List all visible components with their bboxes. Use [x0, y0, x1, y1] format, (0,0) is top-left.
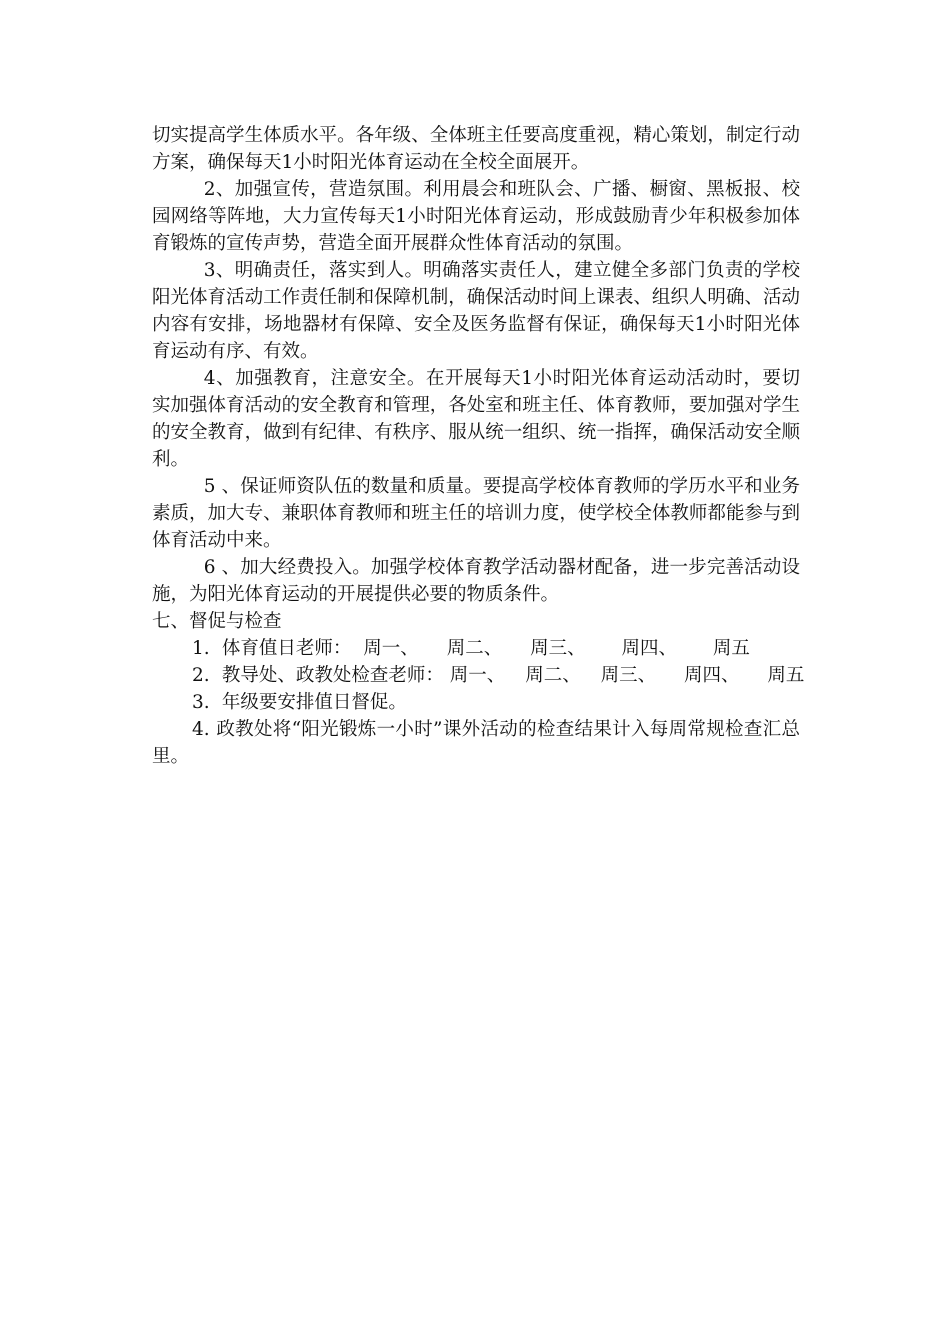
paragraph-responsibility: 3、明确责任，落实到人。明确落实责任人，建立健全多部门负责的学校阳光体育活动工作责任制和保障机制，确保活动时间上课表、组织人明确、活动内容有安排，场地器材有保障、安全及医务监督有保证，确保每天1小时阳光体育运动有序、有效。 [152, 260, 800, 362]
list-number: 3. [192, 692, 210, 713]
list-label: 教导处、政教处检查老师： [221, 665, 444, 686]
day-label: 周四、 [684, 665, 740, 686]
paragraph-safety: 4、加强教育，注意安全。在开展每天1小时阳光体育运动活动时，要切实加强体育活动的安全教育和管理，各处室和班主任、体育教师，要加强对学生的安全教育，做到有纪律、有秩序、服从统一组织、统一指挥，确保活动安全顺利。 [152, 368, 800, 470]
paragraph-teachers: 5 、保证师资队伍的数量和质量。要提高学校体育教师的学历水平和业务素质，加大专、兼职体育教师和班主任的培训力度，使学校全体教师都能参与到体育活动中来。 [152, 476, 800, 551]
day-label: 周二、 [525, 665, 581, 686]
list-number: 2. [192, 665, 210, 686]
list-label: 体育值日老师： [221, 638, 352, 659]
day-label: 周三、 [600, 665, 657, 686]
list-label: 政教处将“阳光锻炼一小时”课外活动的检查结果计入每周常规检查汇总里。 [152, 719, 800, 767]
section-heading: 七、督促与检查 [152, 611, 282, 632]
day-label: 周五 [712, 638, 750, 659]
paragraph-publicity: 2、加强宣传，营造氛围。利用晨会和班队会、广播、橱窗、黑板报、校园网络等阵地，大力宣传每天1小时阳光体育运动，形成鼓励青少年积极参加体育锻炼的宣传声势，营造全面开展群众性体育活动的氛围。 [152, 179, 800, 254]
list-item-inspectors [152, 662, 805, 689]
paragraph-intro: 切实提高学生体质水平。各年级、全体班主任要高度重视，精心策划，制定行动方案，确保每天1小时阳光体育运动在全校全面展开。 [152, 125, 800, 173]
document-body [152, 122, 805, 770]
list-item-summary [152, 716, 800, 770]
list-item-pe-teacher [152, 635, 800, 662]
list-number: 1. [192, 638, 210, 659]
day-label: 周三、 [530, 638, 586, 659]
list-item-grade-duty [152, 689, 800, 716]
day-label: 周一、 [449, 665, 506, 686]
paragraph-funding: 6 、加大经费投入。加强学校体育教学活动器材配备，进一步完善活动设施，为阳光体育运动的开展提供必要的物质条件。 [152, 557, 800, 605]
list-label: 年级要安排值日督促。 [221, 692, 407, 713]
day-label: 周二、 [446, 638, 503, 659]
day-label: 周一、 [363, 638, 419, 659]
day-label: 周五 [767, 665, 805, 686]
list-number: 4. [192, 719, 210, 740]
day-label: 周四、 [621, 638, 678, 659]
